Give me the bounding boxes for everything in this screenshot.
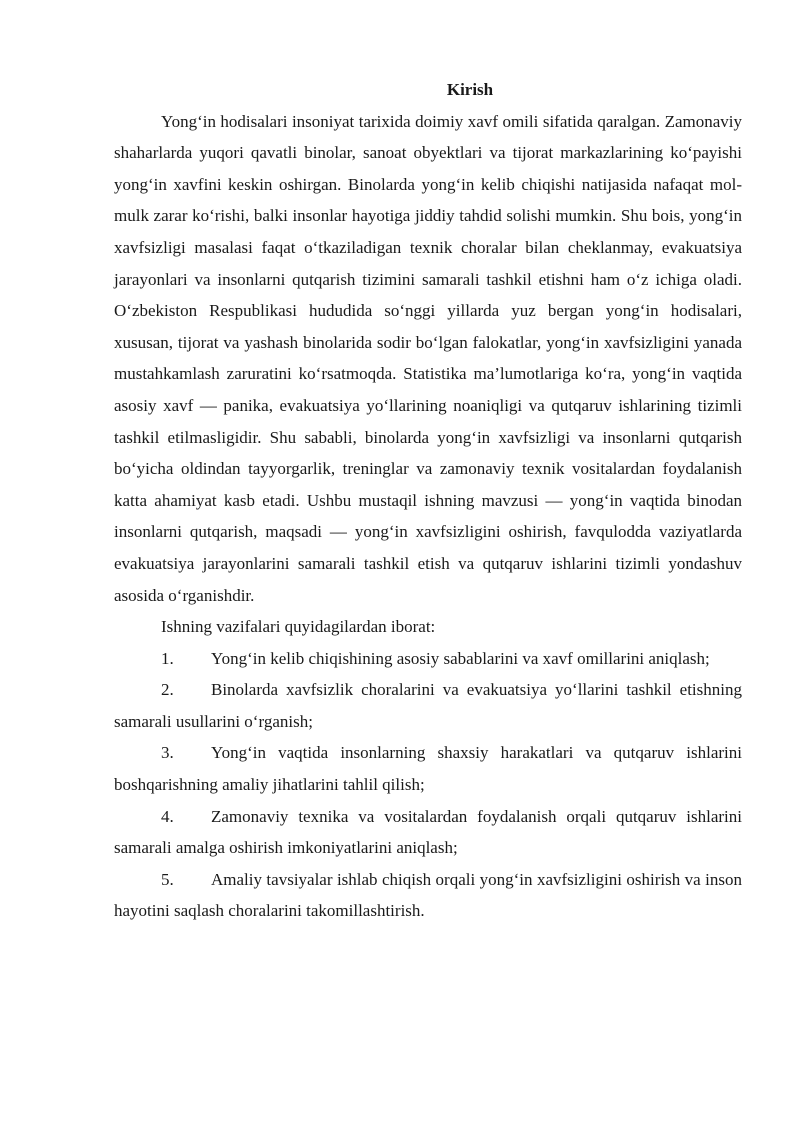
- task-text: Binolarda xavfsizlik choralarini va evakuatsiya yo‘llarini tashkil etishning samarali usullarini o‘rganish;: [114, 680, 742, 731]
- task-item: [114, 864, 742, 927]
- task-number: 1.: [161, 648, 174, 668]
- task-number: 2.: [161, 680, 174, 700]
- section-title: Kirish: [446, 80, 494, 99]
- intro-paragraph: Yong‘in hodisalari insoniyat tarixida doimiy xavf omili sifatida qaralgan. Zamonaviy shaharlarda yuqori qavatli binolar, sanoat obyektlari va tijorat markazlarining ko‘payishi yong‘in xavfini keskin oshirgan. Binolarda yong‘in kelib chiqishi natijasida nafaqat mol-mulk zarar ko‘rishi, balki insonlar hayotiga jiddiy tahdid solishi mumkin. Shu bois, yong‘in xavfsizligi masalasi faqat o‘tkaziladigan texnik choralar bilan cheklanmay, evakuatsiya jarayonlari va insonlarni qutqarish tizimini samarali tashkil etishni ham o‘z ichiga oladi. O‘zbekiston Respublikasi hududida so‘nggi yillarda yuz bergan yong‘in hodisalari, xususan, tijorat va yashash binolarida sodir bo‘lgan falokatlar, yong‘in xavfsizligini yanada mustahkamlash zaruratini ko‘rsatmoqda. Statistika ma’lumotlariga ko‘ra, yong‘in vaqtida asosiy xavf — panika, evakuatsiya yo‘llarining noaniqligi va qutqaruv ishlarining tizimli tashkil etilmasligidir. Shu sababli, binolarda yong‘in xavfsizligi va insonlarni qutqarish bo‘yicha oldindan tayyorgarlik, treninglar va zamonaviy texnik vositalardan foydalanish katta ahamiyat kasb etadi. Ushbu mustaqil ishning mavzusi — yong‘in vaqtida binodan insonlarni qutqarish, maqsadi — yong‘in xavfsizligini oshirish, favqulodda vaziyatlarda evakuatsiya jarayonlarini samarali tashkil etish va qutqaruv ishlarini tizimli yondashuv asosida o‘rganishdir.: [114, 111, 742, 605]
- task-item: [114, 801, 742, 864]
- task-number: 5.: [161, 869, 174, 889]
- document-body: [114, 74, 742, 927]
- task-number: 3.: [161, 743, 174, 763]
- tasks-lead: Ishning vazifalari quyidagilardan iborat:: [161, 617, 436, 637]
- task-item: [114, 643, 742, 675]
- task-text: Yong‘in vaqtida insonlarning shaxsiy harakatlari va qutqaruv ishlarini boshqarishning amaliy jihatlarini tahlil qilish;: [114, 743, 742, 795]
- task-text: Amaliy tavsiyalar ishlab chiqish orqali yong‘in xavfsizligini oshirish va inson hayotini saqlash choralarini takomillashtirish.: [114, 869, 742, 921]
- task-item: [114, 737, 742, 800]
- task-number: 4.: [161, 806, 174, 826]
- task-item: [114, 674, 742, 737]
- tasks-list: [114, 643, 742, 927]
- task-text: Zamonaviy texnika va vositalardan foydalanish orqali qutqaruv ishlarini samarali amalga oshirish imkoniyatlarini aniqlash;: [114, 806, 742, 858]
- task-text: Yong‘in kelib chiqishining asosiy sabablarini va xavf omillarini aniqlash;: [211, 648, 710, 668]
